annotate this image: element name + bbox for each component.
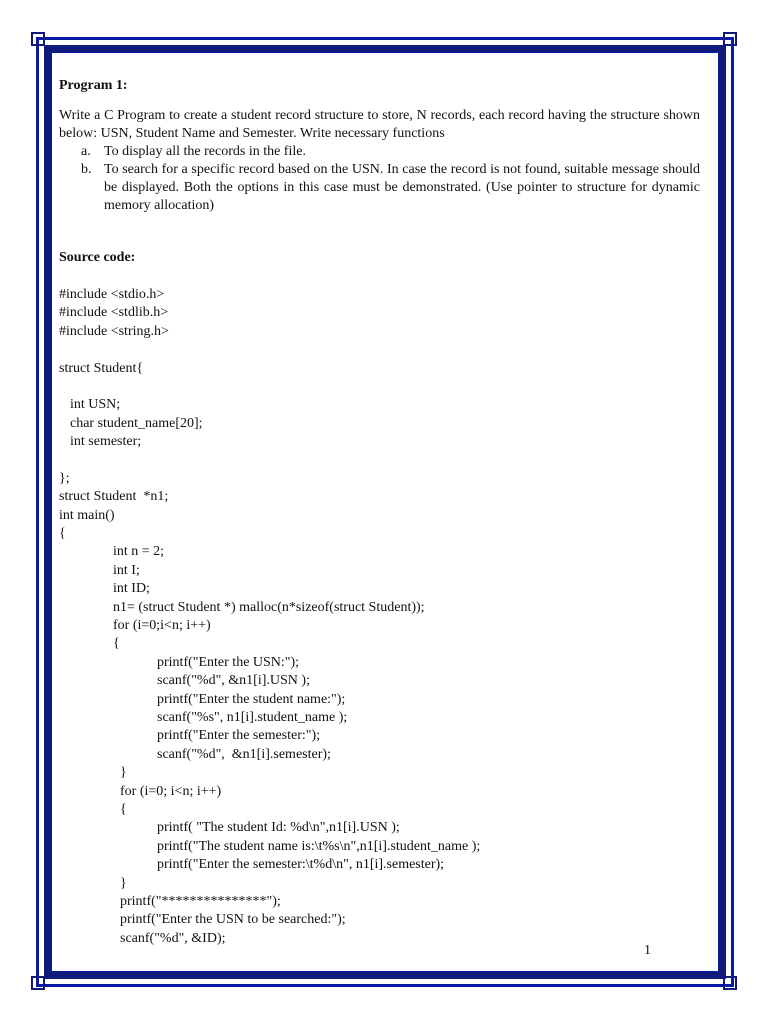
code-line: { xyxy=(113,636,120,652)
code-line: printf("Enter the student name:"); xyxy=(157,691,346,707)
code-line: #include <stdlib.h> xyxy=(59,305,169,321)
list-marker: b. xyxy=(81,162,92,177)
code-line: }; xyxy=(59,470,70,486)
code-line: int semester; xyxy=(70,434,142,450)
code-line: int ID; xyxy=(113,581,150,597)
program-heading: Program 1: xyxy=(59,78,128,93)
code-line: #include <string.h> xyxy=(59,323,169,339)
code-line: struct Student *n1; xyxy=(59,489,169,505)
code-line: int USN; xyxy=(70,397,121,413)
border-corner-bottom-left xyxy=(31,976,45,990)
code-line: for (i=0;i<n; i++) xyxy=(113,618,211,634)
requirements-list xyxy=(59,143,700,215)
code-line xyxy=(59,341,700,359)
list-marker: a. xyxy=(81,144,91,159)
code-line: } xyxy=(120,765,127,781)
code-line: struct Student{ xyxy=(59,360,144,376)
code-line xyxy=(59,452,700,470)
code-line xyxy=(59,378,700,396)
problem-statement xyxy=(59,77,700,267)
page-number: 1 xyxy=(644,943,651,958)
code-line: printf("***************"); xyxy=(120,893,281,909)
code-line: printf( "The student Id: %d\n",n1[i].USN ); xyxy=(157,820,400,836)
list-item xyxy=(59,143,700,161)
code-line: int main() xyxy=(59,507,115,523)
code-line: int I; xyxy=(113,562,140,578)
code-line: printf("Enter the semester:\t%d\n", n1[i].semester); xyxy=(157,857,445,873)
source-code-block xyxy=(59,286,700,948)
code-line: scanf("%d", &n1[i].semester); xyxy=(157,746,331,762)
code-line: scanf("%d", &n1[i].USN ); xyxy=(157,673,310,689)
border-corner-top-right xyxy=(723,32,737,46)
code-line: printf("The student name is:\t%s\n",n1[i].student_name ); xyxy=(157,838,481,854)
code-line: scanf("%s", n1[i].student_name ); xyxy=(157,709,348,725)
code-line: for (i=0; i<n; i++) xyxy=(120,783,222,799)
code-line: { xyxy=(59,526,66,542)
code-line: n1= (struct Student *) malloc(n*sizeof(struct Student)); xyxy=(113,599,425,615)
code-line: int n = 2; xyxy=(113,544,165,560)
code-line: printf("Enter the USN:"); xyxy=(157,654,300,670)
code-line: { xyxy=(120,801,127,817)
code-line: } xyxy=(120,875,127,891)
code-line: #include <stdio.h> xyxy=(59,287,165,302)
source-code-heading: Source code: xyxy=(59,250,136,265)
intro-paragraph: Write a C Program to create a student record structure to store, N records, each record having the structure shown below: USN, Student Name and Semester. Write necessary functions xyxy=(59,108,700,141)
code-line: printf("Enter the semester:"); xyxy=(157,728,321,744)
code-line: printf("Enter the USN to be searched:"); xyxy=(120,912,346,928)
list-item-text: To search for a specific record based on the USN. In case the record is not found, suitable message should be displayed. Both the options in this case must be demonstrated. (Use pointer to structure for dynamic memory allocation) xyxy=(104,162,700,213)
border-corner-top-left xyxy=(31,32,45,46)
list-item xyxy=(59,161,700,215)
code-line: char student_name[20]; xyxy=(70,415,203,431)
code-line: scanf("%d", &ID); xyxy=(120,930,226,946)
border-corner-bottom-right xyxy=(723,976,737,990)
list-item-text: To display all the records in the file. xyxy=(104,144,306,159)
